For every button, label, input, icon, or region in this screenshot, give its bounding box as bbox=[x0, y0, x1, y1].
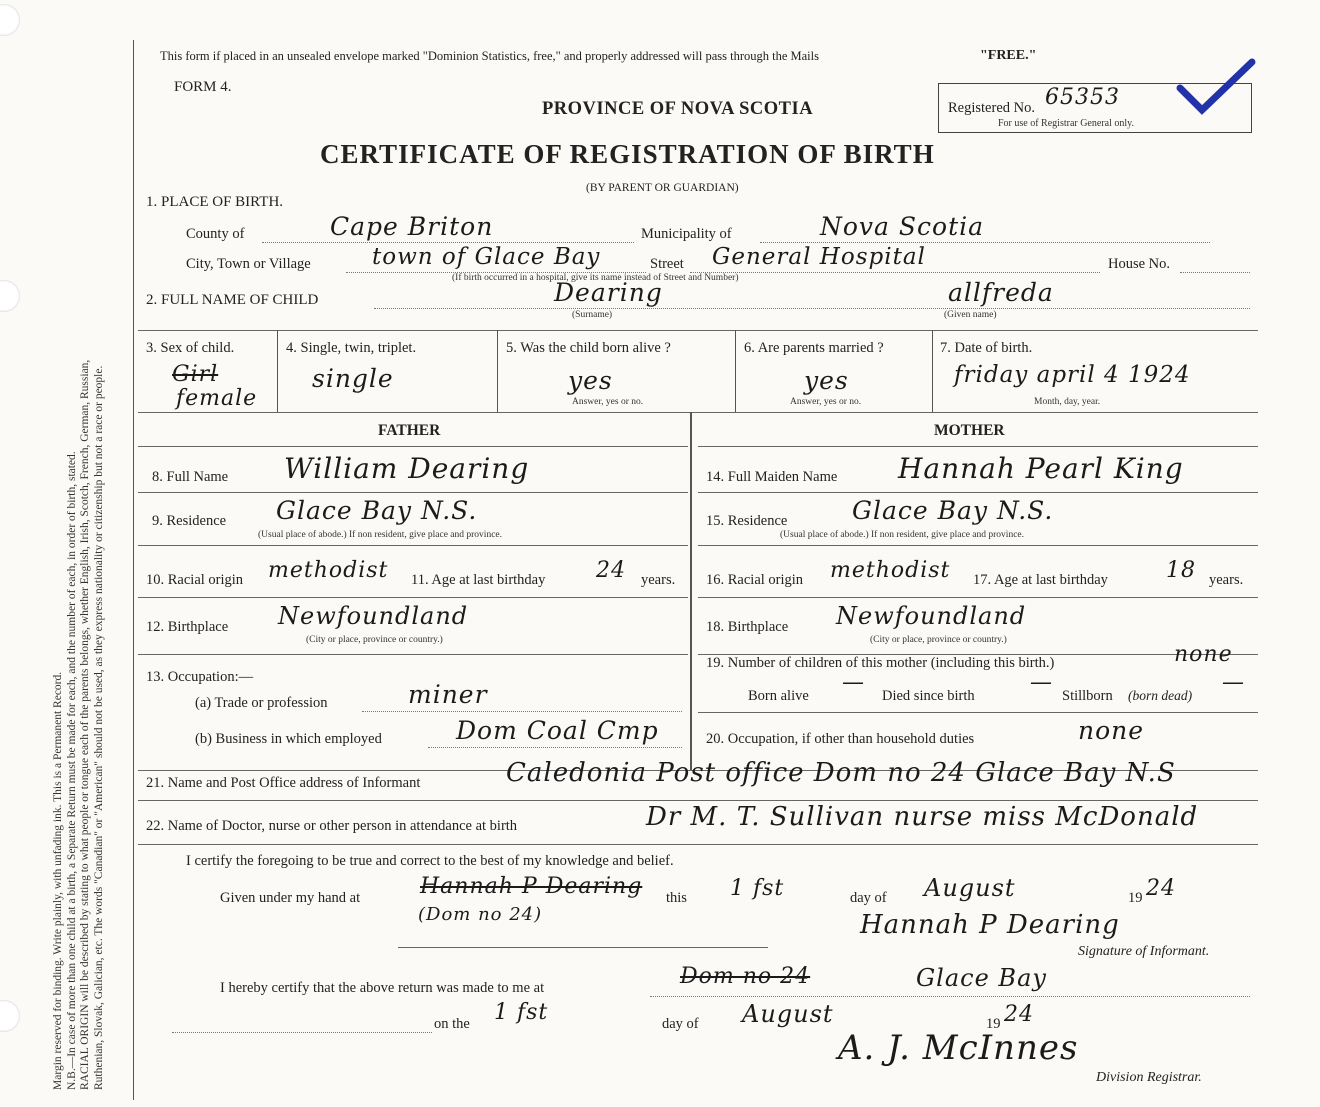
father-residence-note: (Usual place of abode.) If non resident, give place and province. bbox=[258, 530, 502, 540]
business-value: Dom Coal Cmp bbox=[456, 716, 659, 745]
registered-number: 65353 bbox=[1045, 85, 1120, 110]
street-value: General Hospital bbox=[712, 244, 926, 270]
mother-occupation-value: none bbox=[1078, 716, 1145, 745]
registrar-year-value: 24 bbox=[1004, 1002, 1034, 1027]
margin-note-4: Ruthenian, Slovak, Galician, etc. The words "Canadian" or "American" should not be used, as they express nationality or citizenship but not a race or people. bbox=[92, 365, 105, 1090]
occupation-label: 13. Occupation:— bbox=[146, 669, 254, 685]
father-name-label: 8. Full Name bbox=[152, 469, 229, 485]
city-value: town of Glace Bay bbox=[372, 244, 601, 270]
given-month-value: August bbox=[924, 874, 1016, 902]
father-years: years. bbox=[641, 572, 676, 588]
informant-signature: Hannah P Dearing bbox=[860, 910, 1120, 940]
free-label: "FREE." bbox=[980, 48, 1037, 63]
given-day-value: 1 fst bbox=[730, 876, 785, 901]
mother-residence-value: Glace Bay N.S. bbox=[852, 496, 1054, 525]
mother-occupation-label: 20. Occupation, if other than household duties bbox=[706, 731, 975, 747]
children-count-label: 19. Number of children of this mother (including this birth.) bbox=[706, 655, 1055, 671]
mother-age-value: 18 bbox=[1166, 558, 1196, 583]
registrar-month-value: August bbox=[742, 1000, 834, 1028]
trade-label: (a) Trade or profession bbox=[195, 695, 328, 711]
county-label: County of bbox=[186, 226, 245, 242]
stillborn-value: — bbox=[1222, 670, 1245, 695]
form-number: FORM 4. bbox=[174, 79, 232, 95]
registrar-day-of: day of bbox=[662, 1016, 699, 1032]
parents-married-label: 6. Are parents married ? bbox=[744, 340, 884, 356]
margin-note-1: Margin reserved for binding. Write plainly, with unfading ink. This is a Permanent Record. bbox=[52, 671, 64, 1090]
mother-name-label: 14. Full Maiden Name bbox=[706, 469, 838, 485]
given-place-crossed: Hannah P Dearing bbox=[420, 874, 643, 899]
hospital-note: (If birth occurred in a hospital, give its name instead of Street and Number) bbox=[452, 273, 739, 283]
registrar-statement: I hereby certify that the above return was made to me at bbox=[220, 980, 545, 996]
father-residence-label: 9. Residence bbox=[152, 513, 227, 529]
given-day-of: day of bbox=[850, 890, 887, 906]
registrar-day-value: 1 fst bbox=[494, 1000, 549, 1025]
certificate-subtitle: (BY PARENT OR GUARDIAN) bbox=[586, 182, 739, 194]
check-mark-icon bbox=[1176, 58, 1256, 122]
parents-married-value: yes bbox=[804, 366, 849, 395]
house-label: House No. bbox=[1108, 256, 1171, 272]
child-given-name: allfreda bbox=[948, 278, 1054, 307]
father-birthplace-value: Newfoundland bbox=[278, 602, 469, 630]
street-label: Street bbox=[650, 256, 684, 272]
mother-racial-label: 16. Racial origin bbox=[706, 572, 804, 588]
children-count-value: none bbox=[1174, 642, 1233, 667]
multiplicity-label: 4. Single, twin, triplet. bbox=[286, 340, 417, 356]
certify-statement: I certify the foregoing to be true and correct to the best of my knowledge and belief. bbox=[186, 853, 674, 869]
born-alive-count-label: Born alive bbox=[748, 688, 809, 704]
registrar-place-value: Glace Bay bbox=[916, 964, 1047, 992]
father-racial-value: methodist bbox=[268, 558, 389, 583]
father-age-label: 11. Age at last birthday bbox=[411, 572, 546, 588]
born-alive-value: yes bbox=[568, 366, 613, 395]
place-of-birth-label: 1. PLACE OF BIRTH. bbox=[146, 194, 284, 210]
sex-value: female bbox=[176, 386, 258, 411]
father-age-value: 24 bbox=[596, 558, 626, 583]
died-since-birth-value: — bbox=[1030, 670, 1053, 695]
father-heading: FATHER bbox=[378, 422, 441, 439]
born-alive-count-value: — bbox=[842, 670, 865, 695]
born-alive-label: 5. Was the child born alive ? bbox=[506, 340, 671, 356]
registrar-note: For use of Registrar General only. bbox=[998, 118, 1134, 129]
date-of-birth-note: Month, day, year. bbox=[1034, 397, 1101, 407]
died-since-birth-label: Died since birth bbox=[882, 688, 975, 704]
mother-residence-label: 15. Residence bbox=[706, 513, 788, 529]
stillborn-note: (born dead) bbox=[1128, 688, 1193, 703]
registrar-on-the: on the bbox=[434, 1016, 470, 1032]
stillborn-label: Stillborn bbox=[1062, 688, 1113, 704]
certificate-title: CERTIFICATE OF REGISTRATION OF BIRTH bbox=[320, 139, 935, 169]
given-note: (Given name) bbox=[944, 310, 997, 320]
county-value: Cape Briton bbox=[330, 212, 494, 241]
city-label: City, Town or Village bbox=[186, 256, 311, 272]
father-racial-label: 10. Racial origin bbox=[146, 572, 244, 588]
father-residence-value: Glace Bay N.S. bbox=[276, 496, 478, 525]
registrar-place-crossed: Dom no 24 bbox=[680, 964, 811, 989]
mother-birthplace-label: 18. Birthplace bbox=[706, 619, 789, 635]
given-place-value: (Dom no 24) bbox=[418, 904, 543, 925]
sex-label: 3. Sex of child. bbox=[146, 340, 235, 356]
this-label: this bbox=[666, 890, 687, 906]
parents-married-note: Answer, yes or no. bbox=[790, 397, 862, 407]
registrar-signature-label: Division Registrar. bbox=[1096, 1070, 1202, 1085]
surname-note: (Surname) bbox=[572, 310, 613, 320]
informant-signature-label: Signature of Informant. bbox=[1078, 944, 1210, 959]
mother-name-value: Hannah Pearl King bbox=[898, 452, 1184, 485]
sex-crossed-value: Girl bbox=[172, 362, 219, 387]
given-year-value: 24 bbox=[1146, 876, 1176, 901]
mother-birthplace-value: Newfoundland bbox=[836, 602, 1027, 630]
mother-years: years. bbox=[1209, 572, 1244, 588]
mail-note: This form if placed in an unsealed envelope marked "Dominion Statistics, free," and properly addressed will pass through the Mails bbox=[160, 49, 819, 63]
margin-note-3: RACIAL ORIGIN will be described by stating to what people or tongue each of the parents belongs, whether English, Irish, Scotch, French, German, Russian, bbox=[79, 359, 91, 1090]
province-heading: PROVINCE OF NOVA SCOTIA bbox=[542, 99, 814, 119]
mother-residence-note: (Usual place of abode.) If non resident, give place and province. bbox=[780, 530, 1024, 540]
father-name-value: William Dearing bbox=[284, 452, 530, 485]
given-year-prefix: 19 bbox=[1128, 890, 1143, 906]
margin-note-2: N.B.—In case of more than one child at a birth, a Separate Return must be made for each, and the number of each, in order of birth, stated. bbox=[65, 451, 78, 1090]
mother-birthplace-note: (City or place, province or country.) bbox=[870, 635, 1007, 645]
municipality-value: Nova Scotia bbox=[820, 212, 985, 241]
mother-age-label: 17. Age at last birthday bbox=[973, 572, 1108, 588]
margin-notes bbox=[52, 30, 106, 1090]
registrar-signature: A. J. McInnes bbox=[838, 1028, 1079, 1068]
child-surname: Dearing bbox=[554, 278, 663, 307]
born-alive-note: Answer, yes or no. bbox=[572, 397, 644, 407]
date-of-birth-value: friday april 4 1924 bbox=[954, 362, 1191, 388]
given-under-hand-label: Given under my hand at bbox=[220, 890, 361, 906]
margin-rule bbox=[133, 40, 134, 1100]
registered-label: Registered No. bbox=[948, 100, 1035, 116]
informant-value: Caledonia Post office Dom no 24 Glace Bay N.S bbox=[506, 758, 1176, 788]
child-name-label: 2. FULL NAME OF CHILD bbox=[146, 292, 319, 308]
mother-heading: MOTHER bbox=[934, 422, 1005, 439]
date-of-birth-label: 7. Date of birth. bbox=[940, 340, 1033, 356]
registrar-year-prefix: 19 bbox=[986, 1016, 1001, 1032]
father-birthplace-note: (City or place, province or country.) bbox=[306, 635, 443, 645]
business-label: (b) Business in which employed bbox=[195, 731, 382, 747]
father-birthplace-label: 12. Birthplace bbox=[146, 619, 229, 635]
trade-value: miner bbox=[408, 680, 488, 709]
doctor-label: 22. Name of Doctor, nurse or other person in attendance at birth bbox=[146, 818, 518, 834]
informant-label: 21. Name and Post Office address of Informant bbox=[146, 775, 421, 791]
municipality-label: Municipality of bbox=[641, 226, 732, 242]
doctor-value: Dr M. T. Sullivan nurse miss McDonald bbox=[646, 802, 1199, 832]
multiplicity-value: single bbox=[312, 364, 394, 393]
mother-racial-value: methodist bbox=[830, 558, 951, 583]
